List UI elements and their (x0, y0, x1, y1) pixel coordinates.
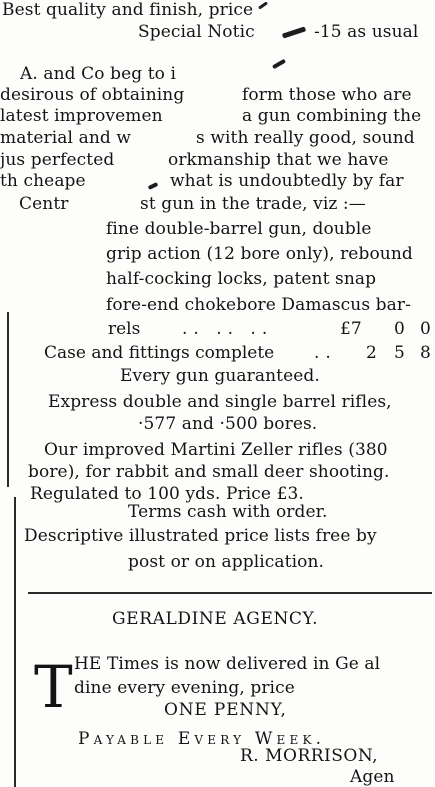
price-row-label: Case and fittings complete (44, 343, 275, 363)
price-shillings: 0 (394, 319, 405, 339)
ad-bores: ·577 and ·500 bores. (138, 414, 318, 434)
notice-heading: GERALDINE AGENCY. (112, 609, 319, 629)
ad-line-4b: form those who are (242, 85, 412, 105)
notice-line-2: dine every evening, price (74, 678, 295, 698)
column-rule-left-lower (14, 497, 16, 787)
ad-line-7a: jus perfected (0, 150, 115, 170)
ink-blot (258, 1, 268, 9)
ink-blot (272, 59, 286, 69)
price-row-dots: .. .. .. (182, 319, 274, 339)
ad-as-usual: -15 as usual (314, 22, 419, 42)
notice-one-penny: ONE PENNY, (164, 700, 287, 720)
price-pounds: £7 (340, 319, 362, 339)
price-row-case (0, 343, 435, 365)
ad-martini-rifles: Our improved Martini Zeller rifles (380 (44, 440, 388, 460)
price-row-label: rels (108, 319, 141, 339)
ad-terms: Terms cash with order. (128, 502, 328, 522)
ad-guarantee: Every gun guaranteed. (120, 366, 320, 386)
ad-line-price: Best quality and finish, price (2, 0, 254, 20)
price-row-gun (0, 319, 435, 341)
ad-express-rifles: Express double and single barrel rifles, (48, 392, 392, 412)
section-divider (28, 592, 432, 594)
ad-application: post or on application. (128, 552, 325, 572)
ad-line-8b: what is undoubtedly by far (170, 171, 404, 191)
ad-line-11: grip action (12 bore only), rebound (106, 244, 413, 264)
ad-line-13: fore-end chokebore Damascus bar- (106, 295, 411, 315)
price-row-dots: .. (314, 343, 337, 363)
price-pence: 8 (420, 343, 431, 363)
ad-price-lists: Descriptive illustrated price lists free by (24, 526, 377, 546)
ad-line-6a: material and w (0, 128, 132, 148)
ad-line-9b: st gun in the trade, viz :— (140, 194, 366, 214)
notice-payable: Payable Every Week. (78, 729, 326, 749)
price-pounds: 2 (366, 343, 377, 363)
ad-line-5b: a gun combining the (242, 106, 422, 126)
ink-blot (148, 182, 159, 190)
ad-line-9a: Centr (19, 194, 69, 214)
column-rule-left (7, 312, 9, 487)
notice-signature: R. MORRISON, (240, 746, 379, 766)
ad-rabbit-deer: bore), for rabbit and small deer shooting. (28, 462, 390, 482)
price-shillings: 5 (394, 343, 405, 363)
ad-line-12: half-cocking locks, patent snap (106, 269, 377, 289)
ad-line-6b: s with really good, sound (196, 128, 415, 148)
ad-special-notice: Special Notic (138, 22, 255, 42)
ad-line-4a: desirous of obtaining (0, 85, 185, 105)
ad-line-8a: th cheape (0, 171, 86, 191)
ad-line-3: A. and Co beg to i (20, 64, 177, 84)
notice-line-1: HE Times is now delivered in Ge al (74, 654, 381, 674)
ad-regulated: Regulated to 100 yds. Price £3. (30, 484, 304, 504)
ad-line-7b: orkmanship that we have (168, 150, 389, 170)
notice-agent: Agen (350, 767, 395, 787)
ad-line-5a: latest improvemen (0, 106, 163, 126)
ink-blot (282, 26, 306, 38)
price-pence: 0 (420, 319, 431, 339)
drop-cap-letter: T (34, 653, 73, 721)
ad-line-10: fine double-barrel gun, double (106, 219, 372, 239)
